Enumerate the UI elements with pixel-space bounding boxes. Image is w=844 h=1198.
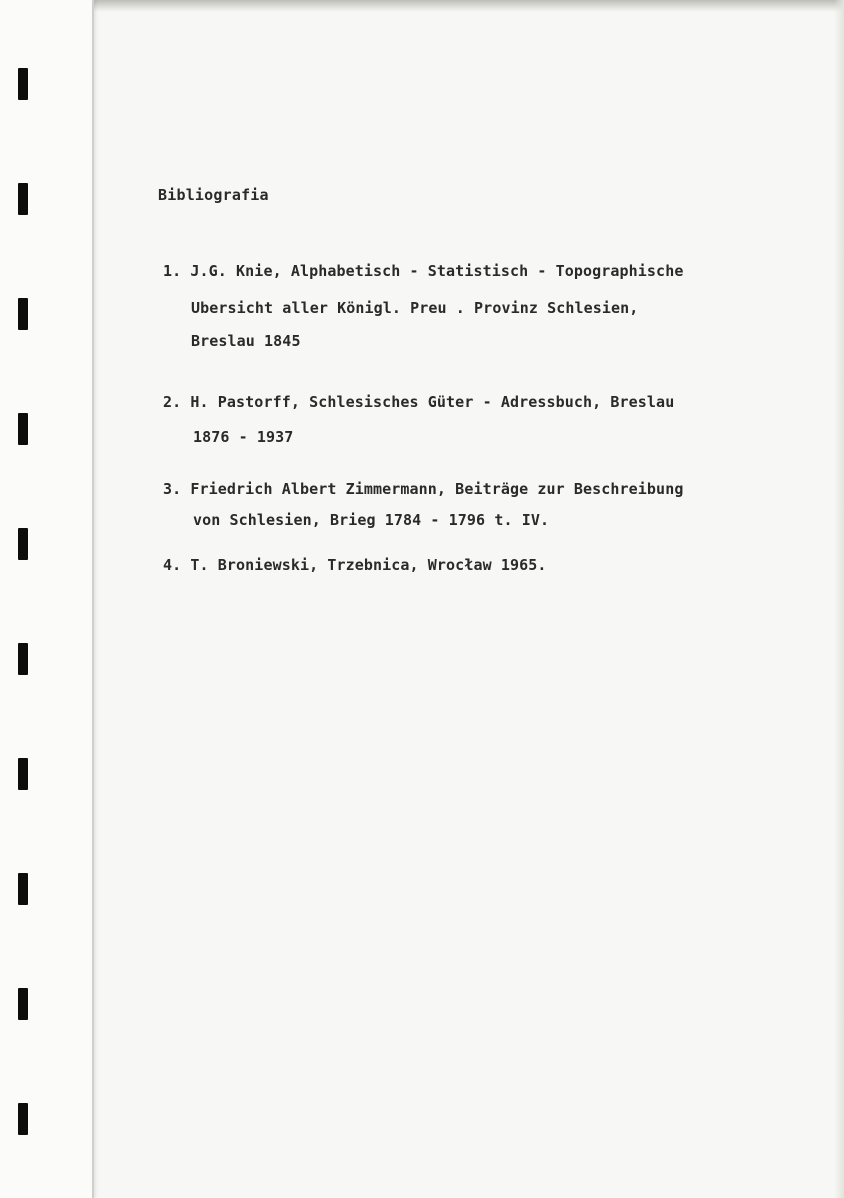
punch-hole: [18, 1103, 28, 1135]
punch-hole: [18, 413, 28, 445]
binding-strip: [0, 0, 94, 1198]
bibliography-entry-1-line-3: Breslau 1845: [191, 332, 301, 350]
page-top-edge: [60, 0, 844, 12]
bibliography-entry-4-line-1: 4. T. Broniewski, Trzebnica, Wrocław 1965.: [163, 556, 547, 574]
punch-hole: [18, 873, 28, 905]
punch-hole: [18, 528, 28, 560]
punch-hole: [18, 68, 28, 100]
punch-hole: [18, 643, 28, 675]
bibliography-entry-2-line-2: 1876 - 1937: [193, 428, 294, 446]
bibliography-entry-1-line-2: Ubersicht aller Königl. Preu . Provinz Schlesien,: [191, 299, 639, 317]
punch-hole: [18, 988, 28, 1020]
bibliography-entry-2-line-1: 2. H. Pastorff, Schlesisches Güter - Adressbuch, Breslau: [163, 393, 675, 411]
punch-hole: [18, 298, 28, 330]
bibliography-entry-3-line-2: von Schlesien, Brieg 1784 - 1796 t. IV.: [193, 511, 550, 529]
bibliography-entry-1-line-1: 1. J.G. Knie, Alphabetisch - Statistisch - Topographische: [163, 262, 684, 280]
punch-hole: [18, 758, 28, 790]
bibliography-entry-3-line-1: 3. Friedrich Albert Zimmermann, Beiträge zur Beschreibung: [163, 480, 684, 498]
bibliography-heading: Bibliografia: [158, 186, 269, 204]
page-right-edge: [834, 0, 844, 1198]
punch-hole: [18, 183, 28, 215]
